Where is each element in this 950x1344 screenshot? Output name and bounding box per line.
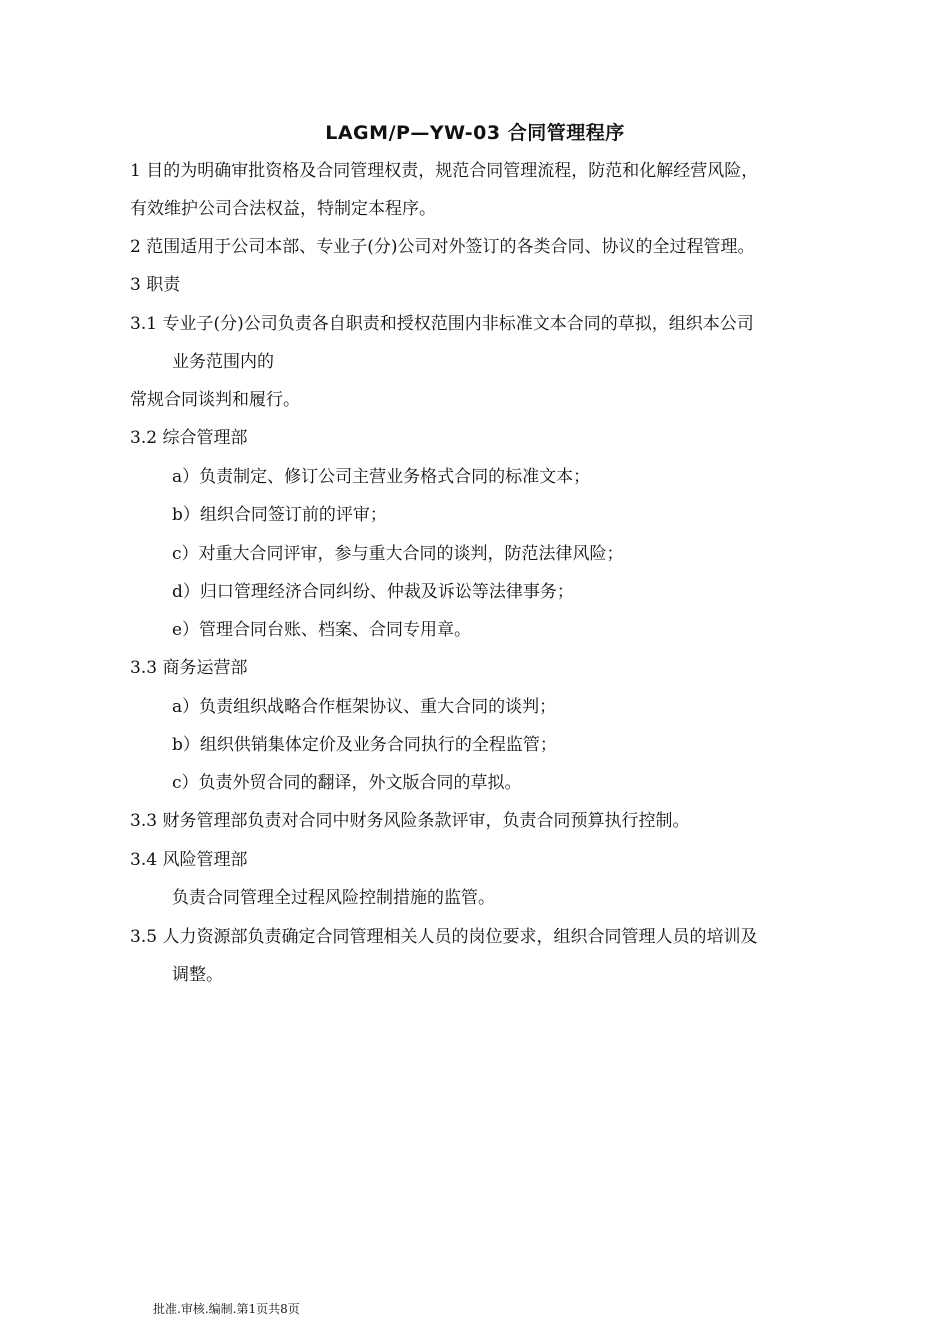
paragraph-3-4: 负责合同管理全过程风险控制措施的监管。 [172,888,495,908]
page-footer: 批准.审核.编制.第1页共8页 [153,1302,300,1316]
paragraph-purpose: 1 目的为明确审批资格及合同管理权责，规范合同管理流程，防范和化解经营风险， [130,161,759,181]
paragraph-3-1: 3.1 专业子(分)公司负责各自职责和授权范围内非标准文本合同的草拟，组织本公司 [130,314,754,334]
paragraph-purpose-cont: 有效维护公司合法权益，特制定本程序。 [130,199,436,219]
heading-3-2: 3.2 综合管理部 [130,428,248,448]
list-item-3-2-a: a）负责制定、修订公司主营业务格式合同的标准文本； [172,467,591,487]
list-item-3-2-d: d）归口管理经济合同纠纷、仲裁及诉讼等法律事务； [172,582,574,602]
paragraph-finance: 3.3 财务管理部负责对合同中财务风险条款评审，负责合同预算执行控制。 [130,811,690,831]
list-item-3-3-c: c）负责外贸合同的翻译，外文版合同的草拟。 [172,773,522,793]
paragraph-3-5: 3.5 人力资源部负责确定合同管理相关人员的岗位要求，组织合同管理人员的培训及 [130,927,758,947]
heading-3-3: 3.3 商务运营部 [130,658,248,678]
list-item-3-2-c: c）对重大合同评审，参与重大合同的谈判，防范法律风险； [172,544,624,564]
document-title: LAGM/P—YW-03 合同管理程序 [325,122,625,144]
heading-3-4: 3.4 风险管理部 [130,850,248,870]
list-item-3-3-b: b）组织供销集体定价及业务合同执行的全程监管； [172,735,557,755]
paragraph-3-1-cont: 业务范围内的 [172,352,274,372]
paragraph-3-5-cont: 调整。 [172,965,223,985]
list-item-3-2-b: b）组织合同签订前的评审； [172,505,387,525]
heading-duties: 3 职责 [130,275,181,295]
list-item-3-2-e: e）管理合同台账、档案、合同专用章。 [172,620,472,640]
list-item-3-3-a: a）负责组织战略合作框架协议、重大合同的谈判； [172,697,557,717]
paragraph-scope: 2 范围适用于公司本部、专业子(分)公司对外签订的各类合同、协议的全过程管理。 [130,237,755,257]
paragraph-3-1-cont2: 常规合同谈判和履行。 [130,390,300,410]
